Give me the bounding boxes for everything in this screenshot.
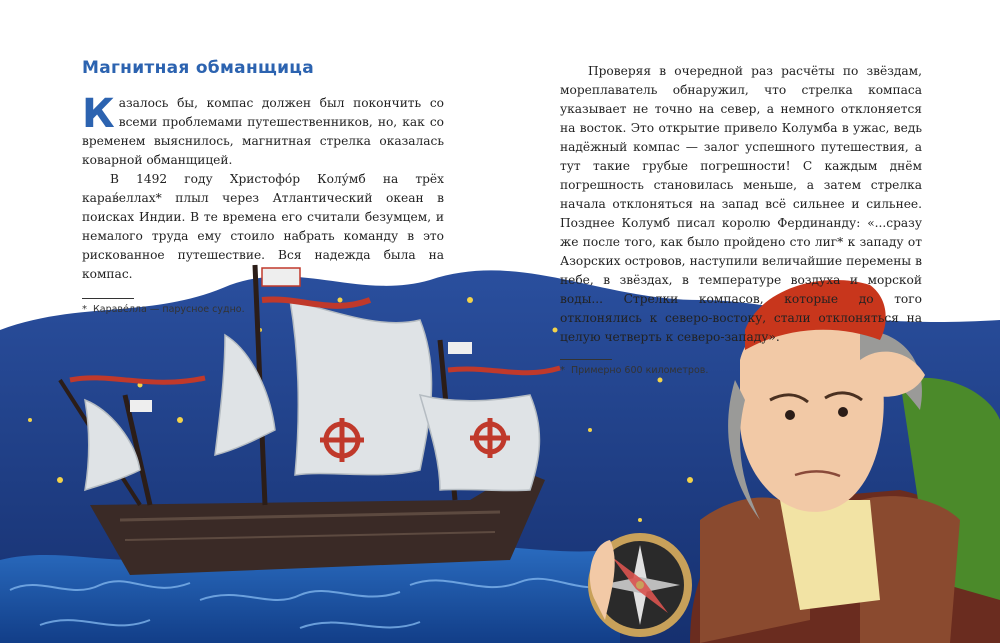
right-column — [560, 62, 922, 378]
footnote-rule — [560, 359, 612, 360]
paragraph-2: В 1492 году Христофо́р Колу́мб на трёх карав́еллах* плыл через Атлантический океан в поисках Индии. В те времена его считали безумцем, и немалого труда ему стоило набрать команду в это рискованное путешествие. Вся надежда была на компас. — [82, 172, 444, 281]
footnote-caravel — [82, 303, 444, 317]
footnote-league — [560, 364, 922, 378]
footnote-mark: * — [82, 304, 87, 315]
drop-cap: К — [82, 91, 115, 137]
footnote-text: Каравéлла — парусное судно. — [93, 304, 245, 315]
footnote-text: Примерно 600 километров. — [571, 365, 709, 376]
footnote-rule — [82, 298, 134, 299]
paragraph-1 — [82, 91, 444, 170]
left-column — [82, 58, 444, 317]
paragraph-1-text: азалось бы, компас должен был покончить со всеми проблемами путешественников, но, как со временем выяснилось, магнитная стрелка оказалась коварной обманщицей. — [82, 96, 444, 167]
paragraph-3: Проверяя в очередной раз расчёты по звёздам, мореплаватель обнаружил, что стрелка компаса указывает не точно на север, а немного отклоняется на восток. Это открытие привело Колумба в ужас, ведь надёжный компас — залог успешного путешествия, а тут такие грубые погрешности! С каждым днём погрешность становилась меньше, а затем стрелка начала отклоняться на запад всё сильнее и сильнее. Позднее Колумб писал королю Фердинанду: «...сразу же после того, как было пройдено сто лиг* к западу от Азорских островов, наступили величайшие перемены в небе, в звёздах, в температуре воздуха и морской воды... Стрелки компасов, которые до того отклонялись к северо-востоку, стали отклоняться на целую четверть к северо-западу». — [560, 64, 922, 344]
chapter-title: Магнитная обманщица — [82, 58, 314, 78]
footnote-mark: * — [560, 365, 565, 376]
